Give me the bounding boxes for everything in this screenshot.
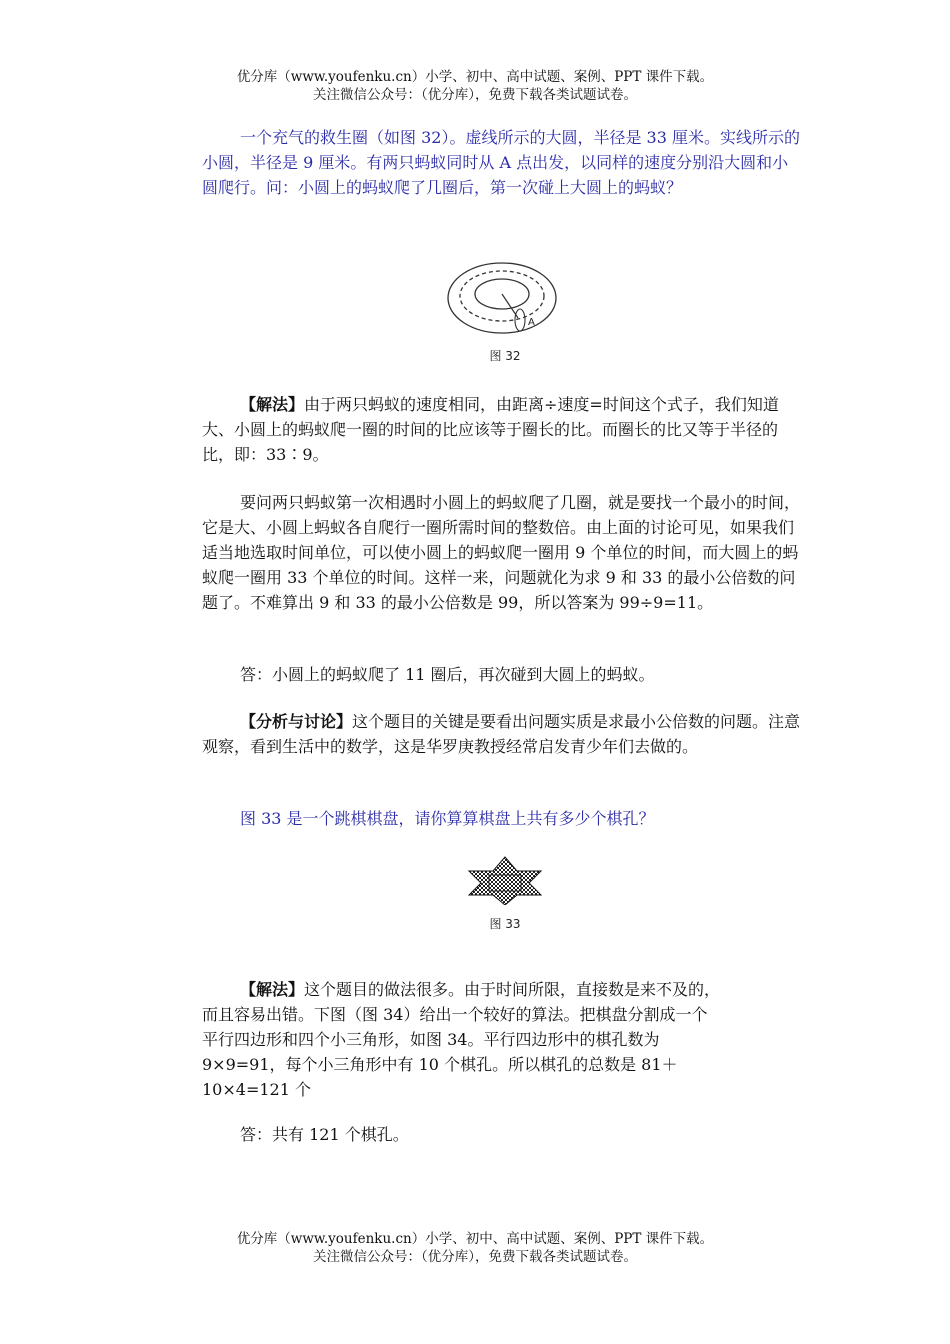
solution-2-answer: 答：共有 121 个棋孔。 <box>240 1125 409 1144</box>
checker-board-diagram <box>465 855 545 905</box>
solution-2-label: 【解法】 <box>240 980 305 999</box>
header-line-1: 优分库（www.youfenku.cn）小学、初中、高中试题、案例、PPT 课件下载。 <box>236 69 714 85</box>
problem-1-text: 一个充气的救生圈（如图 32）。虚线所示的大圆，半径是 33 厘米。实线所示的小圆，半径是 9 厘米。有两只蚂蚁同时从 A 点出发，以同样的速度分别沿大圆和小圆爬行。问：小圆上的蚂蚁爬了几圈后，第一次碰上大圆上的蚂蚁？ <box>202 128 800 197</box>
page-header <box>0 68 950 104</box>
solution-2-line-5: 10×4=121 个 <box>202 1080 311 1099</box>
footer-line-1: 优分库（www.youfenku.cn）小学、初中、高中试题、案例、PPT 课件下载。 <box>236 1231 714 1247</box>
solution-2-line-1-text: 这个题目的做法很多。由于时间所限，直接数是来不及的， <box>304 980 721 999</box>
figure-32 <box>440 250 570 362</box>
solution-1-label: 【解法】 <box>240 395 305 414</box>
solution-1-paragraph-2: 要问两只蚂蚁第一次相遇时小圆上的蚂蚁爬了几圈，就是要找一个最小的时间，它是大、小圆上蚂蚁各自爬行一圈所需时间的整数倍。由上面的讨论可见，如果我们适当地选取时间单位，可以使小圆上的蚂蚁爬一圈用 9 个单位的时间，而大圆上的蚂蚁爬一圈用 33 个单位的时间。这样一来，问题就化为求 9 和 33 的最小公倍数的问题了。不难算出 9 和 33 的最小公倍数是 99，所以答案为 99÷9=11。 <box>202 493 801 612</box>
figure-33 <box>465 855 545 935</box>
analysis-text: 这个题目的关键是要看出问题实质是求最小公倍数的问题。注意观察，看到生活中的数学，这是华罗庚教授经常启发青少年们去做的。 <box>202 712 801 756</box>
point-a-label: A <box>528 317 535 328</box>
solution-1-answer: 答：小圆上的蚂蚁爬了 11 圈后，再次碰到大圆上的蚂蚁。 <box>240 665 655 684</box>
solution-1-paragraph-1 <box>202 392 802 467</box>
solution-2-paragraph <box>202 977 802 1102</box>
figure-32-caption: 图 32 <box>489 349 521 363</box>
analysis-label: 【分析与讨论】 <box>240 712 353 731</box>
solution-2-line-3: 平行四边形和四个小三角形，如图 34。平行四边形中的棋孔数为 <box>202 1030 660 1049</box>
problem-2-text: 图 33 是一个跳棋棋盘，请你算算棋盘上共有多少个棋孔？ <box>240 809 655 828</box>
header-line-2: 关注微信公众号：（优分库），免费下载各类试题试卷。 <box>313 87 637 103</box>
footer-line-2: 关注微信公众号：（优分库），免费下载各类试题试卷。 <box>313 1249 637 1265</box>
solution-2-line-1 <box>202 977 802 1002</box>
page-footer <box>0 1230 950 1266</box>
solution-2-line-2: 而且容易出错。下图（图 34）给出一个较好的算法。把棋盘分割成一个 <box>202 1005 708 1024</box>
analysis-paragraph <box>202 709 802 759</box>
solution-2-line-4: 9×9=91，每个小三角形中有 10 个棋孔。所以棋孔的总数是 81＋ <box>202 1055 678 1074</box>
life-buoy-diagram <box>440 250 570 345</box>
figure-33-caption: 图 33 <box>489 917 521 931</box>
solution-1-text: 由于两只蚂蚁的速度相同，由距离÷速度=时间这个式子，我们知道大、小圆上的蚂蚁爬一圈的时间的比应该等于圈长的比。而圈长的比又等于半径的比，即：33∶9。 <box>202 395 779 464</box>
